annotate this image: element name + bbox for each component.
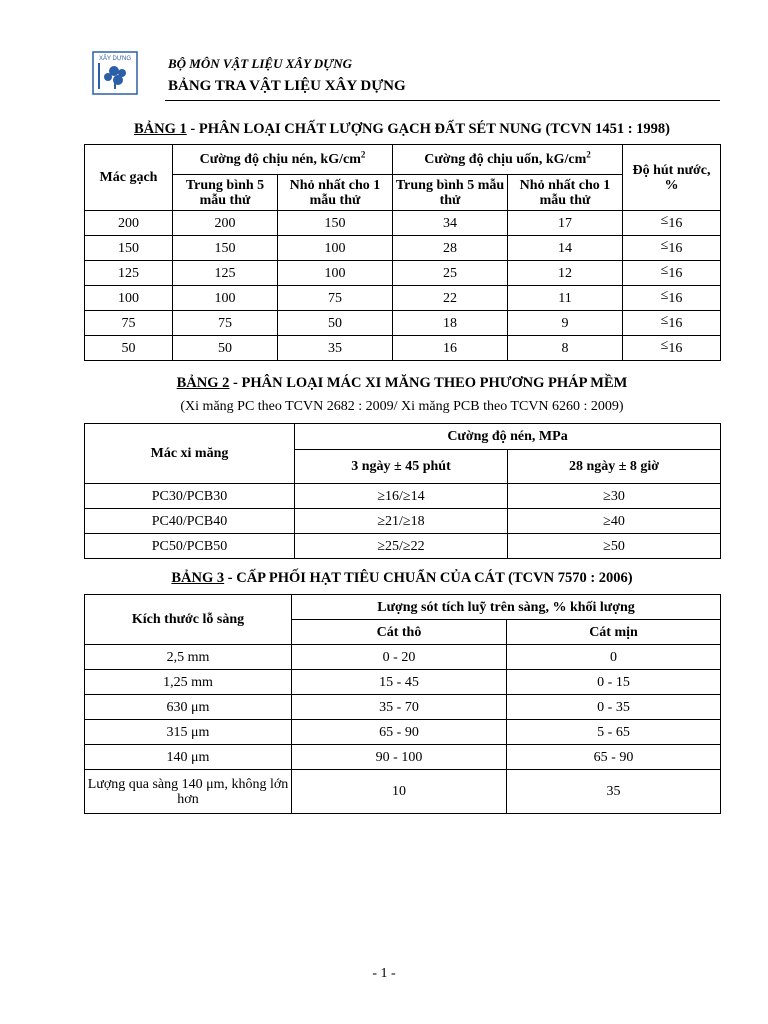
col-coarse-sand: Cát thô [292, 620, 507, 645]
document-title: BẢNG TRA VẬT LIỆU XÂY DỰNG [168, 78, 406, 94]
table-row: PC50/PCB50 ≥25/≥22 ≥50 [85, 534, 721, 559]
table2-title: - PHÂN LOẠI MÁC XI MĂNG THEO PHƯƠNG PHÁP MỀM [229, 375, 628, 391]
page-number: - 1 - [372, 966, 396, 981]
passing-label: Lượng qua sàng 140 μm, không lớn hơn [85, 770, 292, 814]
col-water-absorption: Độ hút nước, % [623, 145, 721, 211]
table1-caption [84, 121, 720, 138]
header-divider [165, 100, 720, 101]
table3-number: BẢNG 3 [171, 570, 225, 586]
table1-title: - PHÂN LOẠI CHẤT LƯỢNG GẠCH ĐẤT SÉT NUNG (TCVN 1451 : 1998) [186, 121, 670, 137]
logo-text: XÂY DỰNG [98, 56, 132, 62]
table-row: 315 μm 65 - 90 5 - 65 [85, 720, 721, 745]
table-row: PC30/PCB30 ≥16/≥14 ≥30 [85, 484, 721, 509]
col-3-day: 3 ngày ± 45 phút [295, 450, 508, 484]
col-compress-min1: Nhỏ nhất cho 1 mẫu thử [278, 175, 393, 211]
table-row: 200 200 150 34 17 ≤16 [85, 211, 721, 236]
table2-number: BẢNG 2 [176, 375, 230, 391]
sand-grading-table [84, 594, 721, 814]
cement-grade-table [84, 423, 721, 559]
department-logo [92, 51, 138, 95]
table-row: 100 100 75 22 11 ≤16 [85, 286, 721, 311]
col-brick-grade: Mác gạch [85, 145, 173, 211]
table2-subtitle: (Xi măng PC theo TCVN 2682 : 2009/ Xi măng PCB theo TCVN 6260 : 2009) [180, 399, 624, 414]
col-group-bending: Cường độ chịu uốn, $kG/cm^2$ [393, 145, 623, 175]
table-row: 1,25 mm 15 - 45 0 - 15 [85, 670, 721, 695]
col-bend-avg5: Trung bình 5 mẫu thử [393, 175, 508, 211]
table-row: 75 75 50 18 9 ≤16 [85, 311, 721, 336]
table-row: 125 125 100 25 12 ≤16 [85, 261, 721, 286]
col-compress-avg5: Trung bình 5 mẫu thử [173, 175, 278, 211]
col-cement-grade: Mác xi măng [85, 424, 295, 484]
table3-title: - CẤP PHỐI HẠT TIÊU CHUẨN CỦA CÁT (TCVN 7570 : 2006) [224, 570, 633, 586]
table3-caption [84, 570, 720, 587]
col-group-compressive: Cường độ chịu nén, $kG/cm^2$ [173, 145, 393, 175]
brick-quality-table [84, 144, 721, 361]
col-28-day: 28 ngày ± 8 giờ [508, 450, 721, 484]
table-row: 630 μm 35 - 70 0 - 35 [85, 695, 721, 720]
table-row: 150 150 100 28 14 ≤16 [85, 236, 721, 261]
table-row: 2,5 mm 0 - 20 0 [85, 645, 721, 670]
col-fine-sand: Cát mịn [507, 620, 721, 645]
table1-number: BẢNG 1 [133, 121, 187, 137]
col-sieve-size: Kích thước lỗ sàng [85, 595, 292, 645]
table-row: 140 μm 90 - 100 65 - 90 [85, 745, 721, 770]
col-group-compressive-strength: Cường độ nén, MPa [295, 424, 721, 450]
table2-caption [84, 375, 720, 392]
department-name: BỘ MÔN VẬT LIỆU XÂY DỰNG [168, 56, 353, 71]
table-row: PC40/PCB40 ≥21/≥18 ≥40 [85, 509, 721, 534]
table-row: 50 50 35 16 8 ≤16 [85, 336, 721, 361]
col-group-retained: Lượng sót tích luỹ trên sàng, % khối lượng [292, 595, 721, 620]
col-bend-min1: Nhỏ nhất cho 1 mẫu thử [508, 175, 623, 211]
table-row: Lượng qua sàng 140 μm, không lớn hơn 10 35 [85, 770, 721, 814]
